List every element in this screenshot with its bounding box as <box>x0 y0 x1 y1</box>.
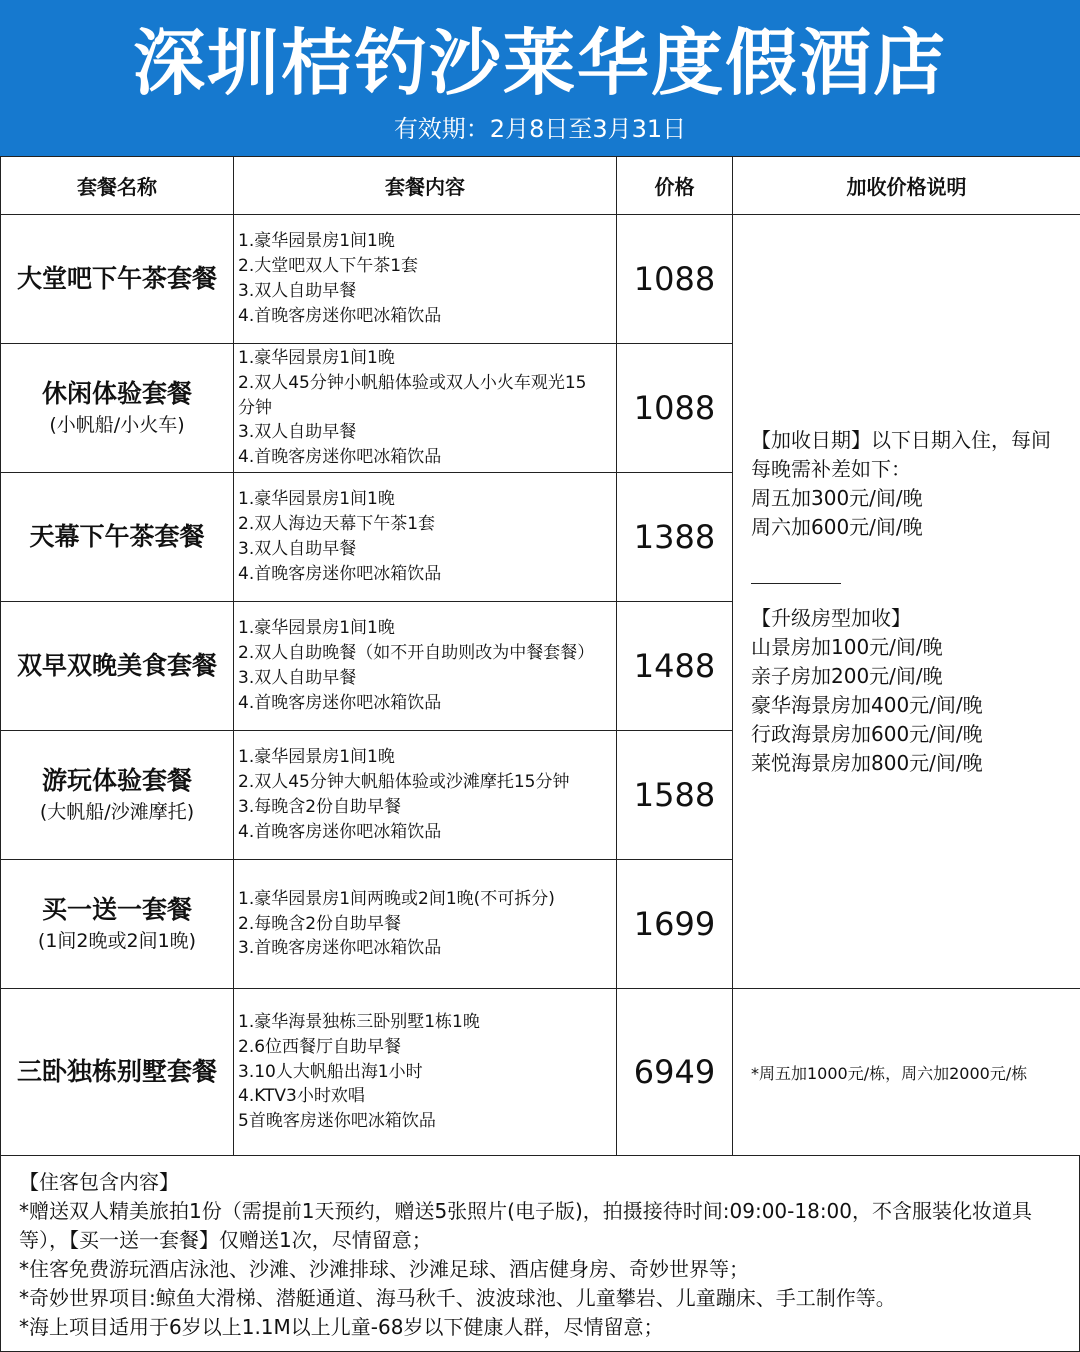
package-content-cell <box>234 215 617 344</box>
package-item: 3.10人大帆船出海1小时 <box>238 1061 423 1082</box>
package-item: 2.每晚含2份自助早餐 <box>238 913 402 934</box>
package-item: 3.双人自助早餐 <box>238 668 357 688</box>
inclusion-line: *奇妙世界项目:鲸鱼大滑梯、潜艇通道、海马秋千、波波球池、儿童攀岩、儿童蹦床、手工制作等。 <box>19 1286 896 1310</box>
package-item: 4.首晚客房迷你吧冰箱饮品 <box>238 563 442 584</box>
surcharge-line: 豪华海景房加400元/间/晚 <box>751 692 983 717</box>
table-header-row <box>1 157 1080 215</box>
package-price: 1088 <box>617 344 733 473</box>
package-item: 1.豪华园景房1间两晚或2间1晚(不可拆分) <box>238 888 555 909</box>
surcharge-line: 山景房加100元/间/晚 <box>751 634 943 659</box>
hotel-title: 深圳桔钓沙莱华度假酒店 <box>132 21 947 105</box>
package-name: 休闲体验套餐 <box>41 379 192 408</box>
package-price: 1388 <box>617 473 733 602</box>
package-table <box>0 156 1080 1156</box>
package-item: 1.豪华海景独栋三卧别墅1栋1晚 <box>238 1012 480 1032</box>
inclusion-line: *住客免费游玩酒店泳池、沙滩、沙滩排球、沙滩足球、酒店健身房、奇妙世界等； <box>19 1257 749 1281</box>
column-header-surcharge: 加收价格说明 <box>733 157 1080 215</box>
surcharge-line: 亲子房加200元/间/晚 <box>751 663 943 688</box>
package-subtitle: (小帆船/小火车) <box>49 414 185 436</box>
divider <box>751 583 841 584</box>
package-name: 三卧独栋别墅套餐 <box>16 1057 217 1086</box>
column-header-content: 套餐内容 <box>234 157 617 215</box>
surcharge-line: 【升级房型加收】 <box>751 605 911 630</box>
package-name: 大堂吧下午茶套餐 <box>16 264 217 293</box>
package-item: 1.豪华园景房1间1晚 <box>238 747 395 768</box>
surcharge-notes <box>733 215 1080 989</box>
package-name-cell <box>1 731 234 860</box>
column-header-price: 价格 <box>617 157 733 215</box>
package-name-cell <box>1 473 234 602</box>
package-item: 1.豪华园景房1间1晚 <box>238 231 395 252</box>
inclusion-line: *赠送双人精美旅拍1份（需提前1天预约，赠送5张照片(电子版)，拍摄接待时间:09:00-18:00，不含服装化妆道具 <box>19 1199 1033 1223</box>
villa-surcharge-note: *周五加1000元/栋，周六加2000元/栋 <box>733 989 1080 1156</box>
package-item: 2.双人45分钟小帆船体验或双人小火车观光15 <box>238 372 587 393</box>
surcharge-line: 周六加600元/间/晚 <box>751 514 923 539</box>
package-price: 1488 <box>617 602 733 731</box>
package-content-cell <box>234 473 617 602</box>
package-item: 2.大堂吧双人下午茶1套 <box>238 256 419 277</box>
package-item: 4.首晚客房迷你吧冰箱饮品 <box>238 305 442 326</box>
package-price: 1088 <box>617 215 733 344</box>
package-name: 天幕下午茶套餐 <box>29 522 205 551</box>
package-content-cell <box>234 989 617 1156</box>
package-item: 2.双人自助晚餐（如不开自助则改为中餐套餐） <box>238 643 595 664</box>
surcharge-line: 每晚需补差如下： <box>751 456 911 481</box>
package-name-cell <box>1 989 234 1156</box>
package-name-cell <box>1 215 234 344</box>
column-header-name: 套餐名称 <box>1 157 234 215</box>
package-subtitle: (1间2晚或2间1晚) <box>37 930 197 952</box>
package-name: 买一送一套餐 <box>41 895 192 924</box>
package-name-cell <box>1 860 234 989</box>
package-item: 3.首晚客房迷你吧冰箱饮品 <box>238 938 442 959</box>
package-item: 4.首晚客房迷你吧冰箱饮品 <box>238 692 442 713</box>
inclusion-line: *海上项目适用于6岁以上1.1M以上儿童-68岁以下健康人群，尽情留意； <box>19 1315 664 1339</box>
package-item: 3.双人自助早餐 <box>238 281 357 301</box>
package-subtitle: (大帆船/沙滩摩托) <box>39 801 195 823</box>
surcharge-line: 周五加300元/间/晚 <box>751 485 923 510</box>
package-item: 2.双人海边天幕下午茶1套 <box>238 514 436 535</box>
package-item: 4.首晚客房迷你吧冰箱饮品 <box>238 447 442 468</box>
surcharge-line: 行政海景房加600元/间/晚 <box>751 721 983 746</box>
header-banner <box>0 0 1080 156</box>
surcharge-line: 【加收日期】以下日期入住，每间 <box>751 427 1051 452</box>
guest-inclusions <box>0 1156 1080 1352</box>
package-price: 6949 <box>617 989 733 1156</box>
package-content-cell <box>234 602 617 731</box>
package-content-cell <box>234 731 617 860</box>
package-item: 4.KTV3小时欢唱 <box>238 1086 365 1107</box>
package-item: 1.豪华园景房1间1晚 <box>238 618 395 639</box>
package-item: 分钟 <box>238 397 272 418</box>
package-price: 1699 <box>617 860 733 989</box>
surcharge-line: 莱悦海景房加800元/间/晚 <box>751 750 983 775</box>
package-item: 2.6位西餐厅自助早餐 <box>238 1036 402 1057</box>
package-content-cell <box>234 344 617 473</box>
inclusion-line: 等），【买一送一套餐】仅赠送1次，尽情留意； <box>19 1228 432 1252</box>
validity-period: 有效期：2月8日至3月31日 <box>393 115 687 143</box>
package-item: 4.首晚客房迷你吧冰箱饮品 <box>238 821 442 842</box>
package-item: 2.双人45分钟大帆船体验或沙滩摩托15分钟 <box>238 772 570 793</box>
package-name: 游玩体验套餐 <box>41 766 192 795</box>
table-row <box>1 989 1080 1156</box>
package-name: 双早双晚美食套餐 <box>16 651 217 680</box>
table-row <box>1 215 1080 344</box>
package-name-cell <box>1 344 234 473</box>
package-item: 5首晚客房迷你吧冰箱饮品 <box>238 1111 436 1132</box>
package-name-cell <box>1 602 234 731</box>
package-content-cell <box>234 860 617 989</box>
package-item: 1.豪华园景房1间1晚 <box>238 489 395 510</box>
inclusion-line: 【住客包含内容】 <box>19 1170 179 1194</box>
package-item: 3.双人自助早餐 <box>238 539 357 559</box>
package-item: 3.每晚含2份自助早餐 <box>238 797 402 817</box>
package-item: 1.豪华园景房1间1晚 <box>238 348 395 368</box>
package-price: 1588 <box>617 731 733 860</box>
spacer <box>751 542 1080 571</box>
package-item: 3.双人自助早餐 <box>238 422 357 443</box>
